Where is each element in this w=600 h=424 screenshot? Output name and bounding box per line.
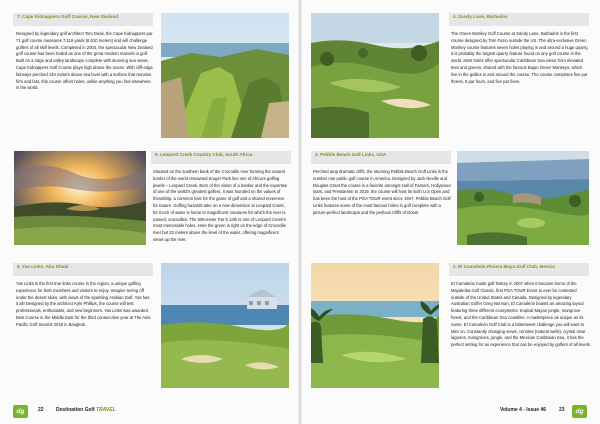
- yas-links-heading: 5. Yas Links, Abu Dhabi: [17, 264, 69, 269]
- pebble-beach-body: Perched atop dramatic cliffs, the stunning Pebble Beach Golf Links is the number one public golf course in America. Designed by Jack Neville and Douglas Grant the course is a favorite amongst Hall of Famers, Hollywood stars, and Presidents! In 2019, the course will host its sixth U.S Open and has been the host of the PGA TOUR event since 1947. Pebble Beach Golf Links features some of the most famous holes in golf complete with a picture-perfect landscape and the perilous Cliffs of Doom.: [313, 169, 451, 215]
- leopard-creek-heading: 6. Leopard Creek Country Club, South Africa: [155, 152, 253, 157]
- kidnappers-body: Designed by legendary golf architect Tom Doak, the Cape Kidnappers par 71 golf course measures 7,119 yards (6,510 meters) and will challenge golfers of all skill levels. Completed in 2004, the spectacular New Zealand golf course has been hailed as one of the great modern marvels in golf. Built on a ridge and valley landscape complete with stunning sea views, Cape Kidnappers Golf Course plays high above the ocean. With cliff-edge fairways perched 140 meters above sea level with a surface that remains firm and fast, this course offers holes, unlike anything you find elsewhere in the world.: [16, 31, 153, 91]
- pebble-beach-heading: 3. Pebble Beach Golf Links, USA: [315, 152, 387, 157]
- el-camaleon-heading: 2. El Camaleón Riviera Maya Golf Club, Mexico: [453, 264, 556, 269]
- magazine-accent: TRAVEL: [96, 407, 116, 413]
- destination-golf-logo-right: dg: [572, 405, 587, 418]
- leopard-creek-body: Situated on the southern bank of the Crocodile river forming the natural border of the world renowned Kruger Park lies one of Africa's golfing jewels – Leopard Creek. Born of the vision of a banker and the expertise of one of the world's greatest golfers, it was founded on the values of friendship, a common love for the game of golf and a shared reverence for nature. Golfing hazards take on a new dimension at Leopard Creek, for much of water is home to magnificent creatures for which the river is named, crocodiles. The 505-meter Par 5 13th is one of Leopard Creek's most memorable holes. Here the green is right on the edge of Crocodile river but 32 meters above the level of the water, offering magnificent views up the river.: [153, 169, 288, 242]
- pebble-beach-photo: [457, 151, 589, 245]
- leopard-creek-article: [153, 169, 290, 259]
- kidnappers-heading-bar: [13, 13, 153, 26]
- right-footer: [300, 405, 600, 419]
- el-camaleon-heading-bar: [449, 263, 589, 276]
- yas-links-body: Yas Links is the first true links course in the region, a unique golfing experience for both members and visitors to enjoy. Imagine teeing off under the desert skies, with views of the sparkling Arabian Gulf, Yas has it all! Designed by the architect Kyle Phillips, the course will test professionals, enthusiasts, and new beginners. Yas Links was awarded Best Course in the Middle East for the third consecutive year at The Asia Pacific Golf Summit 2018 in Bangkok.: [16, 281, 151, 327]
- magazine-name: Destination Golf: [56, 407, 95, 413]
- sandy-lane-body: The Green Monkey Golf Course at Sandy Lane, Barbados is the first course designed by Tom Fazio outside the US. The ultra-exclusive Green Monkey course features seven holes playing in and around a huge quarry, it is probably the largest quarry feature found on any golf course in the world. Most holes offer spectacular Caribbean Sea views from elevated tees and greens, shared with the famous Bajan Green Monkeys, which live in the gullies in and around the course. The course comprises five par threes, 8 par fours, and five par fives.: [451, 31, 589, 84]
- kidnappers-heading: 7. Cape Kidnappers Golf Course, New Zealand: [17, 14, 119, 19]
- right-page: [300, 0, 600, 424]
- pebble-beach-article: [313, 169, 451, 249]
- kidnappers-article: [16, 31, 155, 151]
- sandy-lane-photo: [311, 13, 439, 138]
- yas-links-photo: [161, 263, 289, 388]
- left-footer: [0, 405, 300, 419]
- leopard-creek-photo: [14, 151, 146, 245]
- el-camaleon-body: El Camaleón made golf history in 2007 when it became home of the Mayakoba Golf Classic, first PGA TOUR Event to ever be contested outside of the United States and Canada. Designed by legendary Australian Golfer Greg Norman, El Camaleón boasts an amazing layout featuring three different ecosystems: tropical Mayan jungle, mangrove forest, and the Caribbean Sea coastline. A masterpiece as unique as its name. El Camaleón Golf Club is a bittersweet challenge you will want to take on. Constantly changing views, cenotes (natural wells), crystal clear lagoons, mangroves, jungle, and the Mexican Caribbean Sea, it has the perfect setting for an experience that can be enjoyed by golfers of all levels.: [451, 281, 591, 348]
- magazine-title: [56, 407, 116, 413]
- leopard-creek-heading-bar: [151, 151, 291, 164]
- right-page-number: 23: [559, 407, 565, 413]
- yas-links-article: [16, 281, 152, 373]
- left-page-number: 22: [38, 407, 44, 413]
- yas-links-heading-bar: [13, 263, 153, 276]
- el-camaleon-photo: [311, 263, 439, 388]
- issue-label: Volume 4 - Issue 46: [500, 407, 547, 413]
- destination-golf-logo: dg: [13, 405, 28, 418]
- sandy-lane-article: [451, 31, 589, 143]
- sandy-lane-heading-bar: [449, 13, 589, 26]
- kidnappers-photo: [161, 13, 289, 138]
- pebble-beach-heading-bar: [311, 151, 451, 164]
- el-camaleon-article: [451, 281, 591, 401]
- sandy-lane-heading: 4. Sandy Lane, Barbados: [453, 14, 508, 19]
